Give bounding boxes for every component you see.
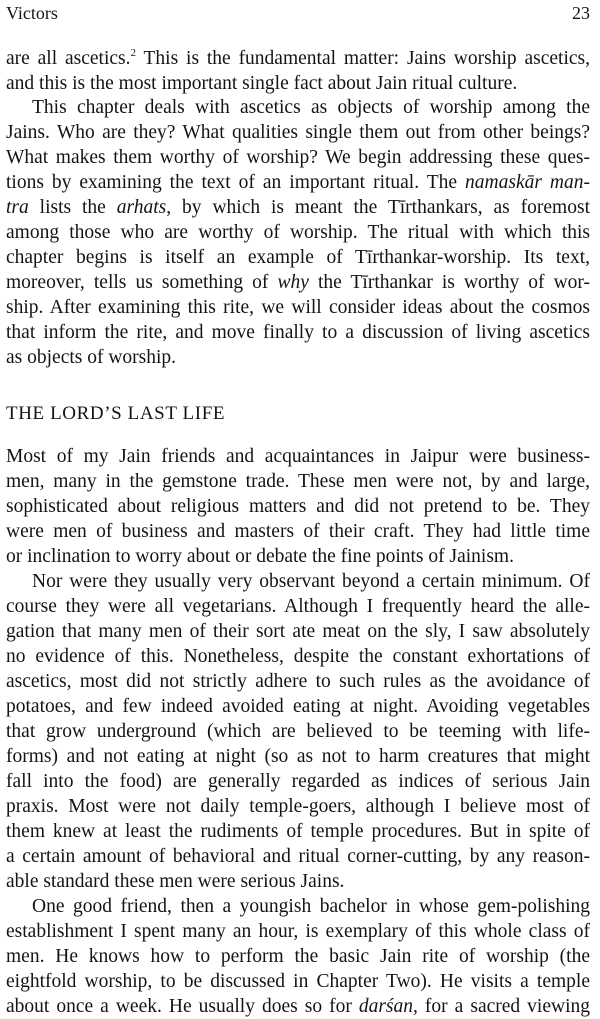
text-run: eightfold worship, to be discussed in Chapter Two). He visits a temple [6,971,590,992]
text-run: are all ascetics. [6,48,131,69]
text-line [6,669,590,694]
text-run: or inclination to worry about or debate the fine points of Jainism. [6,546,514,567]
text-line [6,95,590,120]
text-run: lists the [28,197,117,218]
text-line [6,170,590,195]
text-run: the Tīrthankar is worthy of wor- [308,272,591,293]
text-line [6,544,590,569]
text-run: men. He knows how to perform the basic Jain rite of worship (the [6,946,590,967]
text-line [6,195,590,220]
text-line [6,295,590,320]
text-run: sophisticated about religious matters and did not pretend to be. They [6,496,590,517]
italic-term: arhats [116,197,167,218]
text-run: and this is the most important single fact about Jain ritual culture. [6,73,518,94]
text-line [6,944,590,969]
text-run: that inform the rite, and move finally to a discussion of living ascetics [6,322,590,343]
text-run: that grow underground (which are believed to be teeming with life- [6,721,590,742]
text-run: a certain amount of behavioral and ritual corner-cutting, by any reason- [6,846,590,867]
text-line [6,619,590,644]
text-line [6,744,590,769]
text-line [6,794,590,819]
paragraph-observance [6,569,590,894]
text-run: ship. After examining this rite, we will consider ideas about the cosmos [6,297,590,318]
text-line [6,644,590,669]
text-run: among those who are worthy of worship. The ritual with which this [6,222,590,243]
text-run: no evidence of this. Nonetheless, despite the constant exhortations of [6,646,590,667]
text-run: men, many in the gemstone trade. These men were not, by and large, [6,471,590,492]
text-run: about once a week. He usually does so for [6,996,359,1017]
text-run: , by which is meant the Tīrthankars, as foremost [166,197,590,218]
text-line [6,320,590,345]
text-run: What makes them worthy of worship? We begin addressing these ques- [6,147,590,168]
text-run: chapter begins is itself an example of Tīrthankar-worship. Its text, [6,247,590,268]
text-line [6,994,590,1019]
text-run: for a sacred viewing [417,996,590,1017]
footnote-marker: 2 [130,47,137,59]
paragraph-chapter-intro [6,95,590,370]
text-run: gation that many men of their sort ate meat on the sly, I saw absolutely [6,621,590,642]
text-run: fall into the food) are generally regarded as indices of serious Jain [6,771,590,792]
text-line [6,245,590,270]
italic-term: darśan, [358,996,418,1017]
text-line [6,519,590,544]
text-line [6,894,590,919]
text-run: Most of my Jain friends and acquaintances in Jaipur were business- [6,446,590,467]
text-line [6,969,590,994]
text-line [6,844,590,869]
running-head-title: Victors [6,3,58,23]
text-line [6,145,590,170]
text-line [6,569,590,594]
text-line [6,345,590,370]
text-line [6,594,590,619]
text-line [6,270,590,295]
section-heading: THE LORD’S LAST LIFE [6,403,226,424]
text-line [6,819,590,844]
text-line [6,71,590,96]
text-line [6,46,590,71]
text-line [6,769,590,794]
text-run: This is the fundamental matter: Jains worship ascetics, [136,48,590,69]
text-run: were men of business and masters of their craft. They had little time [6,521,590,542]
text-line [6,120,590,145]
text-run: ascetics, most did not strictly adhere to such rules as the avoidance of [6,671,590,692]
text-run: This chapter deals with ascetics as objects of worship among the [32,97,590,118]
text-run: Nor were they usually very observant beyond a certain minimum. Of [32,571,590,592]
text-line [6,719,590,744]
text-run: establishment I spent many an hour, is exemplary of this whole class of [6,921,590,942]
running-head [6,1,590,25]
text-run: able standard these men were serious Jains. [6,871,345,892]
paragraph-continuation [6,46,590,96]
text-line [6,469,590,494]
text-line [6,220,590,245]
page-number: 23 [572,3,590,23]
italic-term: namaskār man- [465,172,590,193]
italic-term: tra [6,197,29,218]
text-run: forms) and not eating at night (so as not to harm creatures that might [6,746,590,767]
text-line [6,494,590,519]
text-run: as objects of worship. [6,347,177,368]
paragraph-good-friend [6,894,590,1019]
text-run: moreover, tells us something of [6,272,278,293]
paragraph-jaipur-friends [6,444,590,569]
text-line [6,869,590,894]
text-run: praxis. Most were not daily temple-goers, although I believe most of [6,796,590,817]
text-run: Jains. Who are they? What qualities single them out from other beings? [6,122,590,143]
text-run: them knew at least the rudiments of temple procedures. But in spite of [6,821,590,842]
italic-term: why [277,272,309,293]
text-run: One good friend, then a youngish bachelor in whose gem-polishing [32,896,590,917]
text-line [6,919,590,944]
text-run: course they were all vegetarians. Although I frequently heard the alle- [6,596,590,617]
text-line [6,444,590,469]
text-line [6,694,590,719]
text-run: tions by examining the text of an important ritual. The [6,172,466,193]
text-run: potatoes, and few indeed avoided eating at night. Avoiding vegetables [6,696,590,717]
